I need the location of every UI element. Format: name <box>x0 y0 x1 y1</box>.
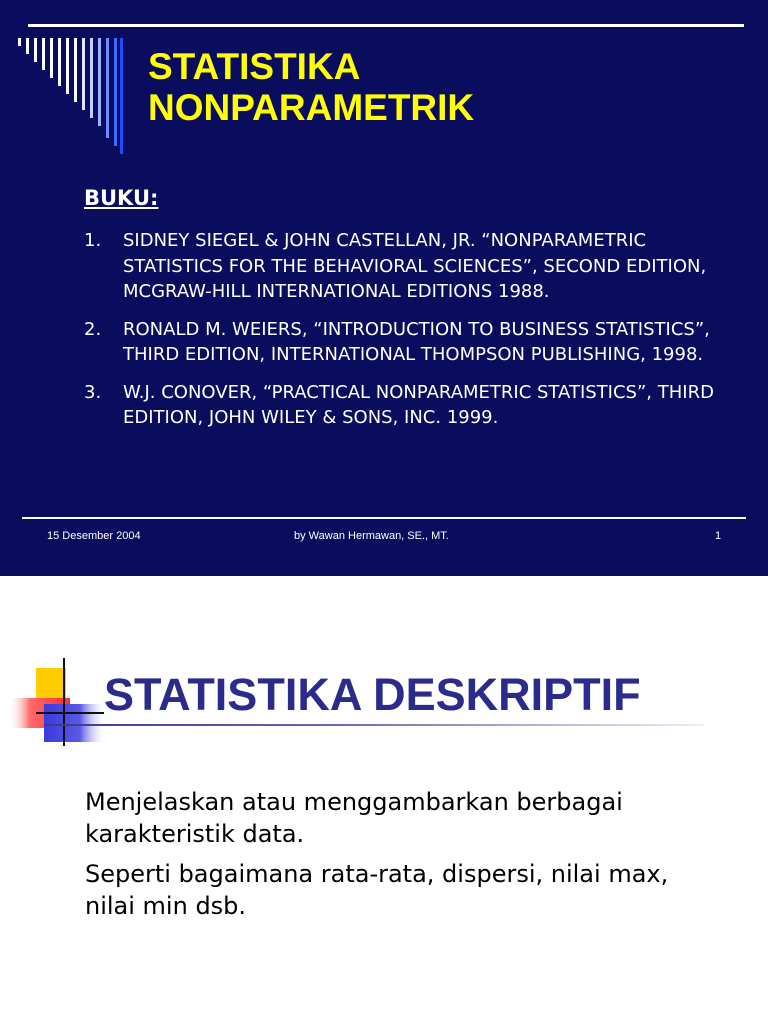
footer-date: 15 Desember 2004 <box>47 530 141 542</box>
title-line-2: NONPARAMETRIK <box>148 87 475 128</box>
slide-2 <box>0 576 768 1024</box>
slide-title: STATISTIKA DESKRIPTIF <box>104 669 641 720</box>
decorative-stripes <box>18 38 128 158</box>
books-heading: BUKU: <box>84 186 159 210</box>
reference-item <box>84 317 724 368</box>
footer-author: by Wawan Hermawan, SE., MT. <box>294 530 449 542</box>
reference-text: W.J. CONOVER, “PRACTICAL NONPARAMETRIC STATISTICS”, THIRD EDITION, JOHN WILEY & SONS, INC. 1999. <box>123 381 714 428</box>
reference-list <box>84 228 724 443</box>
body-paragraph: Menjelaskan atau menggambarkan berbagai karakteristik data. <box>85 788 623 848</box>
decorative-squares <box>0 576 110 756</box>
slide-body <box>85 786 705 930</box>
reference-number: 1. <box>84 230 102 251</box>
reference-item <box>84 228 724 305</box>
slide-title <box>148 46 474 128</box>
reference-number: 3. <box>84 381 102 403</box>
reference-item <box>84 380 724 431</box>
title-line-1: STATISTIKA <box>148 46 361 87</box>
reference-text: SIDNEY SIEGEL & JOHN CASTELLAN, JR. “NONPARAMETRIC STATISTICS FOR THE BEHAVIORAL SCIENCES”, SECOND EDITION, MCGRAW-HILL INTERNATIONAL EDITIONS 1988. <box>123 230 707 302</box>
body-paragraph: Seperti bagaimana rata-rata, dispersi, nilai max, nilai min dsb. <box>85 860 669 920</box>
reference-text: RONALD M. WEIERS, “INTRODUCTION TO BUSINESS STATISTICS”, THIRD EDITION, INTERNATIONAL THOMPSON PUBLISHING, 1998. <box>123 318 710 365</box>
slide-number: 1 <box>715 530 722 542</box>
title-underline <box>44 724 704 726</box>
reference-number: 2. <box>84 318 102 340</box>
top-divider-line <box>28 24 744 27</box>
footer-divider-line <box>22 517 746 519</box>
